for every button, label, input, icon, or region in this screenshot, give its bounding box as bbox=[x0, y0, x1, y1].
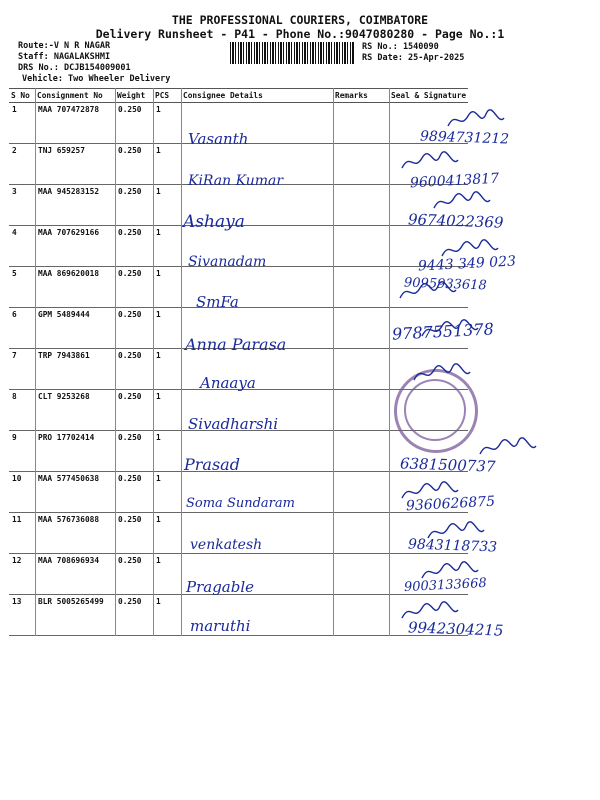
signature-scribble bbox=[432, 190, 492, 214]
vehicle-label: Vehicle: Two Wheeler Delivery bbox=[22, 74, 171, 84]
handwritten-name: Sivadharshi bbox=[188, 415, 279, 433]
handwritten-name: SmFa bbox=[196, 293, 239, 311]
handwritten-name: Prasad bbox=[184, 455, 240, 474]
row-weight: 0.250 bbox=[115, 595, 153, 636]
barcode bbox=[230, 42, 354, 64]
row-remarks bbox=[333, 390, 389, 431]
company-title: THE PROFESSIONAL COURIERS, COIMBATORE bbox=[171, 13, 429, 27]
row-sno: 11 bbox=[9, 513, 35, 554]
row-consignment: MAA 708696934 bbox=[35, 554, 115, 595]
row-weight: 0.250 bbox=[115, 267, 153, 308]
row-weight: 0.250 bbox=[115, 308, 153, 349]
row-weight: 0.250 bbox=[115, 144, 153, 185]
column-divider bbox=[181, 88, 182, 636]
signature-scribble bbox=[420, 560, 480, 584]
row-weight: 0.250 bbox=[115, 349, 153, 390]
row-sno: 9 bbox=[9, 431, 35, 472]
signature-scribble bbox=[420, 318, 480, 342]
row-consignment: TRP 7943861 bbox=[35, 349, 115, 390]
row-consignment: TNJ 659257 bbox=[35, 144, 115, 185]
column-divider bbox=[389, 88, 390, 636]
row-pcs: 1 bbox=[153, 103, 181, 144]
header-sno: S No bbox=[9, 89, 35, 103]
rs-number: RS No.: 1540090 bbox=[362, 42, 439, 52]
handwritten-name: Sivanadam bbox=[188, 254, 267, 270]
row-pcs: 1 bbox=[153, 226, 181, 267]
row-pcs: 1 bbox=[153, 595, 181, 636]
header-signature: Seal & Signature bbox=[389, 89, 468, 103]
handwritten-phone: 9674022369 bbox=[407, 210, 504, 232]
row-sno: 13 bbox=[9, 595, 35, 636]
row-sno: 7 bbox=[9, 349, 35, 390]
row-remarks bbox=[333, 472, 389, 513]
row-remarks bbox=[333, 554, 389, 595]
runsheet-subtitle: Delivery Runsheet - P41 - Phone No.:9047080280 - Page No.:1 bbox=[95, 27, 505, 41]
row-weight: 0.250 bbox=[115, 554, 153, 595]
handwritten-phone: 9843118733 bbox=[407, 536, 498, 556]
table-header-row bbox=[9, 89, 468, 103]
row-pcs: 1 bbox=[153, 185, 181, 226]
column-divider bbox=[35, 88, 36, 636]
row-consignment: MAA 707472878 bbox=[35, 103, 115, 144]
row-sno: 2 bbox=[9, 144, 35, 185]
row-remarks bbox=[333, 226, 389, 267]
row-consignment: BLR 5005265499 bbox=[35, 595, 115, 636]
handwritten-phone: 9894731212 bbox=[419, 128, 510, 148]
signature-scribble bbox=[400, 480, 460, 504]
row-consignment: CLT 9253268 bbox=[35, 390, 115, 431]
handwritten-name: Soma Sundaram bbox=[186, 496, 295, 511]
row-consignment: GPM 5489444 bbox=[35, 308, 115, 349]
handwritten-phone: 6381500737 bbox=[399, 454, 496, 476]
handwritten-phone: 9003133668 bbox=[403, 575, 488, 596]
row-pcs: 1 bbox=[153, 390, 181, 431]
row-sno: 12 bbox=[9, 554, 35, 595]
header-consignment: Consignment No bbox=[35, 89, 115, 103]
row-consignment: PRO 17702414 bbox=[35, 431, 115, 472]
column-divider bbox=[153, 88, 154, 636]
handwritten-name: Anna Parasa bbox=[185, 335, 287, 354]
handwritten-phone: 9600413817 bbox=[409, 170, 500, 192]
rs-date: RS Date: 25-Apr-2025 bbox=[362, 53, 465, 63]
row-remarks bbox=[333, 595, 389, 636]
signature-scribble bbox=[426, 520, 486, 544]
row-pcs: 1 bbox=[153, 554, 181, 595]
row-remarks bbox=[333, 308, 389, 349]
handwritten-phone: 9942304215 bbox=[407, 618, 504, 640]
row-consignment: MAA 707629166 bbox=[35, 226, 115, 267]
header-weight: Weight bbox=[115, 89, 153, 103]
signature-scribble bbox=[446, 108, 506, 132]
row-weight: 0.250 bbox=[115, 226, 153, 267]
handwritten-name: Ashaya bbox=[183, 212, 245, 232]
row-pcs: 1 bbox=[153, 513, 181, 554]
row-sno: 6 bbox=[9, 308, 35, 349]
handwritten-phone: 9095933618 bbox=[403, 275, 487, 294]
row-sno: 8 bbox=[9, 390, 35, 431]
row-sno: 10 bbox=[9, 472, 35, 513]
signature-scribble bbox=[440, 238, 500, 262]
handwritten-phone: 9360626875 bbox=[405, 493, 496, 515]
row-weight: 0.250 bbox=[115, 431, 153, 472]
handwritten-name: maruthi bbox=[190, 617, 251, 635]
row-weight: 0.250 bbox=[115, 513, 153, 554]
row-weight: 0.250 bbox=[115, 185, 153, 226]
row-remarks bbox=[333, 144, 389, 185]
row-sno: 5 bbox=[9, 267, 35, 308]
header-consignee: Consignee Details bbox=[181, 89, 333, 103]
header-remarks: Remarks bbox=[333, 89, 389, 103]
signature-scribble bbox=[400, 600, 460, 624]
row-remarks bbox=[333, 267, 389, 308]
row-pcs: 1 bbox=[153, 349, 181, 390]
handwritten-name: Pragable bbox=[186, 578, 255, 596]
row-remarks bbox=[333, 103, 389, 144]
row-pcs: 1 bbox=[153, 472, 181, 513]
staff-label: Staff: NAGALAKSHMI bbox=[18, 52, 111, 62]
row-consignment: MAA 945283152 bbox=[35, 185, 115, 226]
column-divider bbox=[333, 88, 334, 636]
row-consignment: MAA 576736088 bbox=[35, 513, 115, 554]
handwritten-name: Vasanth bbox=[188, 130, 249, 148]
column-divider bbox=[115, 88, 116, 636]
row-consignment: MAA 577450638 bbox=[35, 472, 115, 513]
row-pcs: 1 bbox=[153, 431, 181, 472]
handwritten-name: venkatesh bbox=[190, 537, 263, 553]
row-remarks bbox=[333, 349, 389, 390]
row-remarks bbox=[333, 431, 389, 472]
row-remarks bbox=[333, 513, 389, 554]
signature-scribble bbox=[412, 362, 472, 386]
row-weight: 0.250 bbox=[115, 472, 153, 513]
handwritten-phone: 9443 349 023 bbox=[417, 253, 517, 275]
row-weight: 0.250 bbox=[115, 103, 153, 144]
row-sno: 3 bbox=[9, 185, 35, 226]
handwritten-name: KiRan Kumar bbox=[188, 173, 284, 189]
row-remarks bbox=[333, 185, 389, 226]
row-sno: 1 bbox=[9, 103, 35, 144]
signature-scribble bbox=[400, 150, 460, 174]
row-pcs: 1 bbox=[153, 308, 181, 349]
seal-stamp-inner bbox=[404, 379, 466, 441]
row-pcs: 1 bbox=[153, 267, 181, 308]
signature-scribble bbox=[478, 436, 538, 460]
row-pcs: 1 bbox=[153, 144, 181, 185]
handwritten-phone: 9787551378 bbox=[391, 319, 495, 344]
drs-label: DRS No.: DCJB154009001 bbox=[18, 63, 131, 73]
signature-scribble bbox=[398, 280, 458, 304]
route-label: Route:-V N R NAGAR bbox=[18, 41, 111, 51]
row-weight: 0.250 bbox=[115, 390, 153, 431]
handwritten-name: Anaaya bbox=[200, 374, 256, 392]
header-pcs: PCS bbox=[153, 89, 181, 103]
row-sno: 4 bbox=[9, 226, 35, 267]
row-consignment: MAA 869620018 bbox=[35, 267, 115, 308]
